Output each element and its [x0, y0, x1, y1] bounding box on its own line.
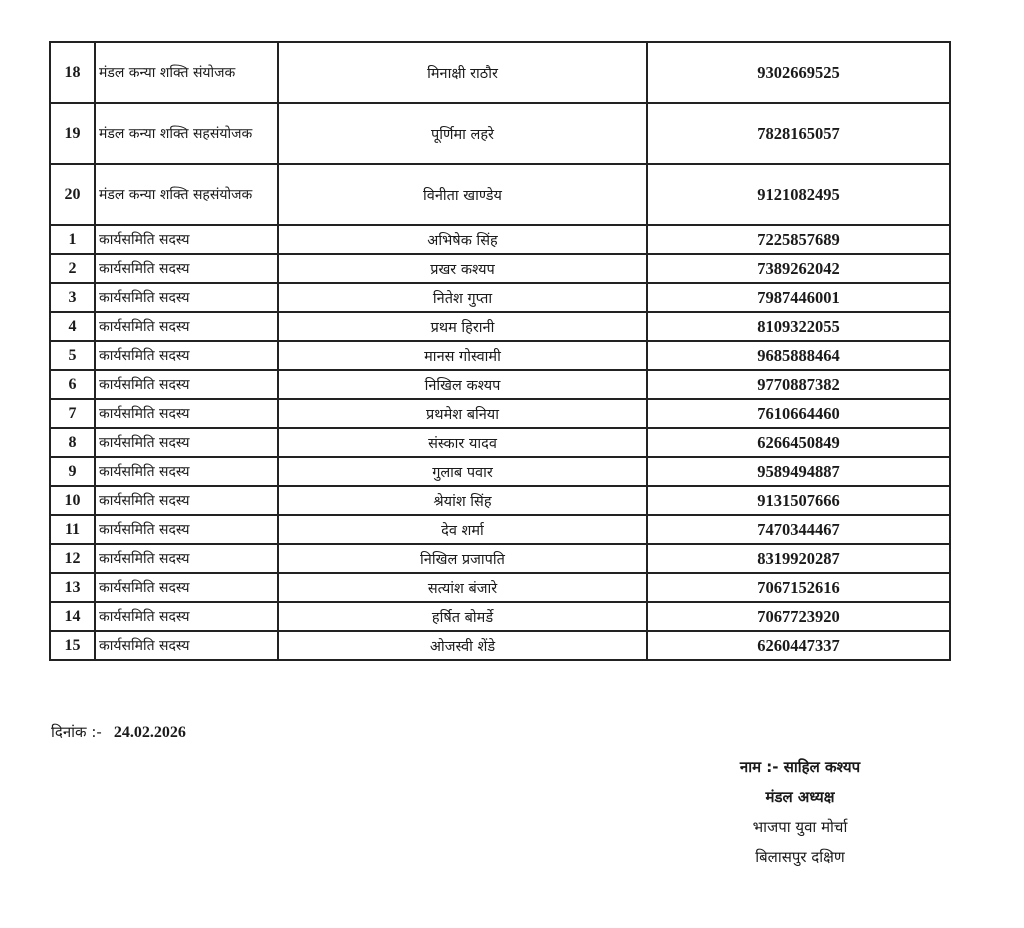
member-name-cell: मानस गोस्वामी [278, 341, 647, 370]
serial-number-cell: 13 [50, 573, 95, 602]
phone-number-cell: 9121082495 [647, 164, 950, 225]
serial-number-cell: 3 [50, 283, 95, 312]
serial-number-cell: 12 [50, 544, 95, 573]
table-row [50, 573, 950, 602]
serial-number-cell: 18 [50, 42, 95, 103]
table-row [50, 399, 950, 428]
table-row [50, 341, 950, 370]
member-name-cell: प्रखर कश्यप [278, 254, 647, 283]
serial-number-cell: 19 [50, 103, 95, 164]
signatory-name: नाम :- साहिल कश्यप [739, 758, 861, 776]
table-row [50, 544, 950, 573]
signatory-organization: भाजपा युवा मोर्चा [752, 818, 848, 836]
phone-number-cell: 7828165057 [647, 103, 950, 164]
role-cell: कार्यसमिति सदस्य [95, 370, 278, 399]
member-name-cell: प्रथम हिरानी [278, 312, 647, 341]
member-name-cell: नितेश गुप्ता [278, 283, 647, 312]
role-cell: कार्यसमिति सदस्य [95, 283, 278, 312]
role-cell: कार्यसमिति सदस्य [95, 457, 278, 486]
serial-number-cell: 10 [50, 486, 95, 515]
phone-number-cell: 6266450849 [647, 428, 950, 457]
phone-number-cell: 7389262042 [647, 254, 950, 283]
serial-number-cell: 5 [50, 341, 95, 370]
serial-number-cell: 11 [50, 515, 95, 544]
role-cell: कार्यसमिति सदस्य [95, 254, 278, 283]
role-cell: कार्यसमिति सदस्य [95, 341, 278, 370]
member-name-cell: प्रथमेश बनिया [278, 399, 647, 428]
phone-number-cell: 9131507666 [647, 486, 950, 515]
role-cell: कार्यसमिति सदस्य [95, 428, 278, 457]
member-name-cell: देव शर्मा [278, 515, 647, 544]
role-cell: कार्यसमिति सदस्य [95, 399, 278, 428]
serial-number-cell: 14 [50, 602, 95, 631]
role-cell: कार्यसमिति सदस्य [95, 602, 278, 631]
phone-number-cell: 9302669525 [647, 42, 950, 103]
table-row [50, 283, 950, 312]
serial-number-cell: 1 [50, 225, 95, 254]
phone-number-cell: 6260447337 [647, 631, 950, 660]
role-cell: मंडल कन्या शक्ति सहसंयोजक [95, 103, 278, 164]
phone-number-cell: 7067152616 [647, 573, 950, 602]
member-name-cell: संस्कार यादव [278, 428, 647, 457]
phone-number-cell: 7987446001 [647, 283, 950, 312]
table-row [50, 225, 950, 254]
table-row [50, 42, 950, 103]
phone-number-cell: 8319920287 [647, 544, 950, 573]
role-cell: कार्यसमिति सदस्य [95, 544, 278, 573]
signatory-designation: मंडल अध्यक्ष [765, 788, 835, 806]
table-row [50, 602, 950, 631]
serial-number-cell: 4 [50, 312, 95, 341]
member-name-cell: मिनाक्षी राठौर [278, 42, 647, 103]
date-line [51, 722, 186, 742]
signature-block [690, 752, 910, 872]
phone-number-cell: 7225857689 [647, 225, 950, 254]
table-row [50, 457, 950, 486]
serial-number-cell: 9 [50, 457, 95, 486]
phone-number-cell: 7610664460 [647, 399, 950, 428]
serial-number-cell: 8 [50, 428, 95, 457]
table-row [50, 631, 950, 660]
serial-number-cell: 15 [50, 631, 95, 660]
table-row [50, 428, 950, 457]
phone-number-cell: 9685888464 [647, 341, 950, 370]
table-row [50, 486, 950, 515]
member-name-cell: गुलाब पवार [278, 457, 647, 486]
member-name-cell: श्रेयांश सिंह [278, 486, 647, 515]
member-name-cell: सत्यांश बंजारे [278, 573, 647, 602]
member-name-cell: निखिल कश्यप [278, 370, 647, 399]
member-name-cell: पूर्णिमा लहरे [278, 103, 647, 164]
serial-number-cell: 2 [50, 254, 95, 283]
role-cell: कार्यसमिति सदस्य [95, 515, 278, 544]
serial-number-cell: 20 [50, 164, 95, 225]
phone-number-cell: 8109322055 [647, 312, 950, 341]
members-table [49, 41, 951, 661]
phone-number-cell: 7067723920 [647, 602, 950, 631]
phone-number-cell: 9770887382 [647, 370, 950, 399]
role-cell: कार्यसमिति सदस्य [95, 573, 278, 602]
role-cell: कार्यसमिति सदस्य [95, 486, 278, 515]
role-cell: मंडल कन्या शक्ति संयोजक [95, 42, 278, 103]
serial-number-cell: 6 [50, 370, 95, 399]
table-row [50, 515, 950, 544]
role-cell: कार्यसमिति सदस्य [95, 225, 278, 254]
member-name-cell: ओजस्वी शेंडे [278, 631, 647, 660]
phone-number-cell: 7470344467 [647, 515, 950, 544]
table-row [50, 254, 950, 283]
member-name-cell: विनीता खाण्डेय [278, 164, 647, 225]
members-table-body [50, 42, 950, 660]
serial-number-cell: 7 [50, 399, 95, 428]
role-cell: कार्यसमिति सदस्य [95, 631, 278, 660]
table-row [50, 370, 950, 399]
date-label: दिनांक :- [51, 723, 102, 741]
table-row [50, 164, 950, 225]
role-cell: कार्यसमिति सदस्य [95, 312, 278, 341]
table-row [50, 103, 950, 164]
role-cell: मंडल कन्या शक्ति सहसंयोजक [95, 164, 278, 225]
date-value: 24.02.2026 [113, 724, 186, 741]
member-name-cell: अभिषेक सिंह [278, 225, 647, 254]
member-name-cell: हर्षित बोमर्डे [278, 602, 647, 631]
signatory-location: बिलासपुर दक्षिण [755, 848, 845, 866]
phone-number-cell: 9589494887 [647, 457, 950, 486]
table-row [50, 312, 950, 341]
member-name-cell: निखिल प्रजापति [278, 544, 647, 573]
